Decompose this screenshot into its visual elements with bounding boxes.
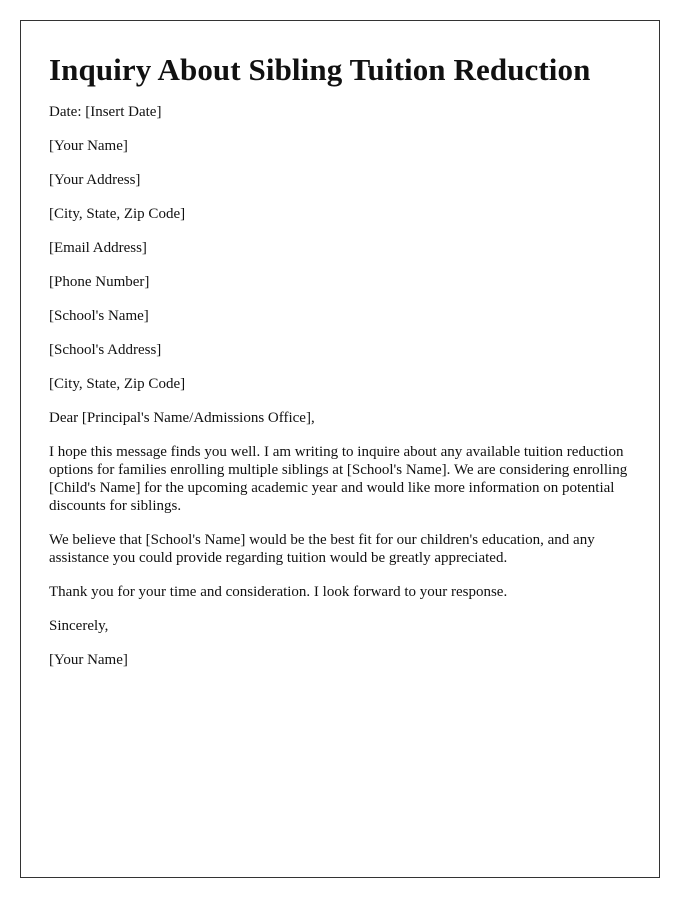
letter-page [20,20,660,878]
signature: [Your Name] [49,652,128,668]
body-paragraph-1: I hope this message finds you well. I am writing to inquire about any available tuition reduction options for families enrolling multiple siblings at [School's Name]. We are considering enrolling [Child's Name] for the upcoming academic year and would like more information on potential discounts for siblings. [49,444,628,514]
sender-email: [Email Address] [49,240,147,256]
sender-phone: [Phone Number] [49,274,150,290]
body-paragraph-2: We believe that [School's Name] would be the best fit for our children's education, and any assistance you could provide regarding tuition would be greatly appreciated. [49,532,595,566]
closing: Sincerely, [49,618,109,634]
sender-address: [Your Address] [49,172,141,188]
salutation: Dear [Principal's Name/Admissions Office], [49,410,315,426]
body-paragraph-3: Thank you for your time and consideration. I look forward to your response. [49,584,508,600]
date-line: Date: [Insert Date] [49,104,162,120]
letter-title: Inquiry About Sibling Tuition Reduction [49,52,591,87]
recipient-school-name: [School's Name] [49,308,149,324]
sender-name: [Your Name] [49,138,128,154]
recipient-school-address: [School's Address] [49,342,162,358]
recipient-city-state-zip: [City, State, Zip Code] [49,376,186,392]
sender-city-state-zip: [City, State, Zip Code] [49,206,186,222]
